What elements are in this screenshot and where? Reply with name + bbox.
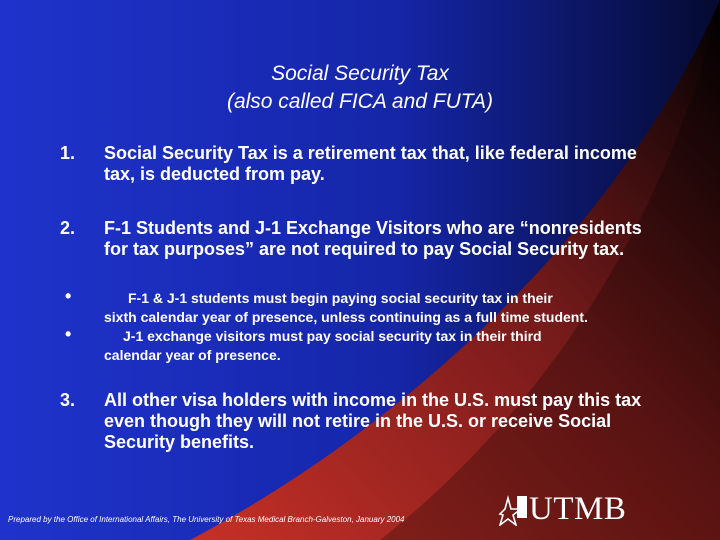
slide-title (0, 60, 720, 116)
title-line-1: Social Security Tax (271, 62, 449, 85)
item-number: 2. (60, 218, 76, 238)
sub-line-3: J-1 exchange visitors must pay social security tax in their third (123, 328, 542, 344)
sub-line-4: calendar year of presence. (104, 347, 281, 363)
star-flag-icon (497, 492, 527, 526)
list-item-1 (60, 143, 680, 185)
list-item-2 (60, 218, 680, 260)
bullet-icon: • (65, 324, 72, 344)
footer-credit: Prepared by the Office of International Affairs, The University of Texas Medical Branch-Galveston, January 2004 (8, 515, 405, 524)
sub-bullet-text (104, 289, 670, 365)
bullet-icon: • (65, 286, 72, 306)
utmb-logo (497, 489, 657, 529)
item-text: F-1 Students and J-1 Exchange Visitors who are “nonresidents for tax purposes” are not required to pay Social Security tax. (104, 218, 642, 259)
sub-bullet-list (60, 286, 670, 365)
item-number: 3. (60, 390, 76, 410)
item-number: 1. (60, 143, 76, 163)
sub-line-2: sixth calendar year of presence, unless continuing as a full time student. (104, 309, 588, 325)
item-text: All other visa holders with income in the U.S. must pay this tax even though they will not retire in the U.S. or receive Social Security benefits. (104, 390, 642, 452)
title-line-2: (also called FICA and FUTA) (226, 90, 494, 113)
item-text: Social Security Tax is a retirement tax that, like federal income tax, is deducted from pay. (104, 143, 637, 184)
sub-line-1: F-1 & J-1 students must begin paying social security tax in their (128, 290, 553, 306)
logo-text: UTMB (529, 491, 627, 527)
list-item-3 (60, 390, 680, 453)
